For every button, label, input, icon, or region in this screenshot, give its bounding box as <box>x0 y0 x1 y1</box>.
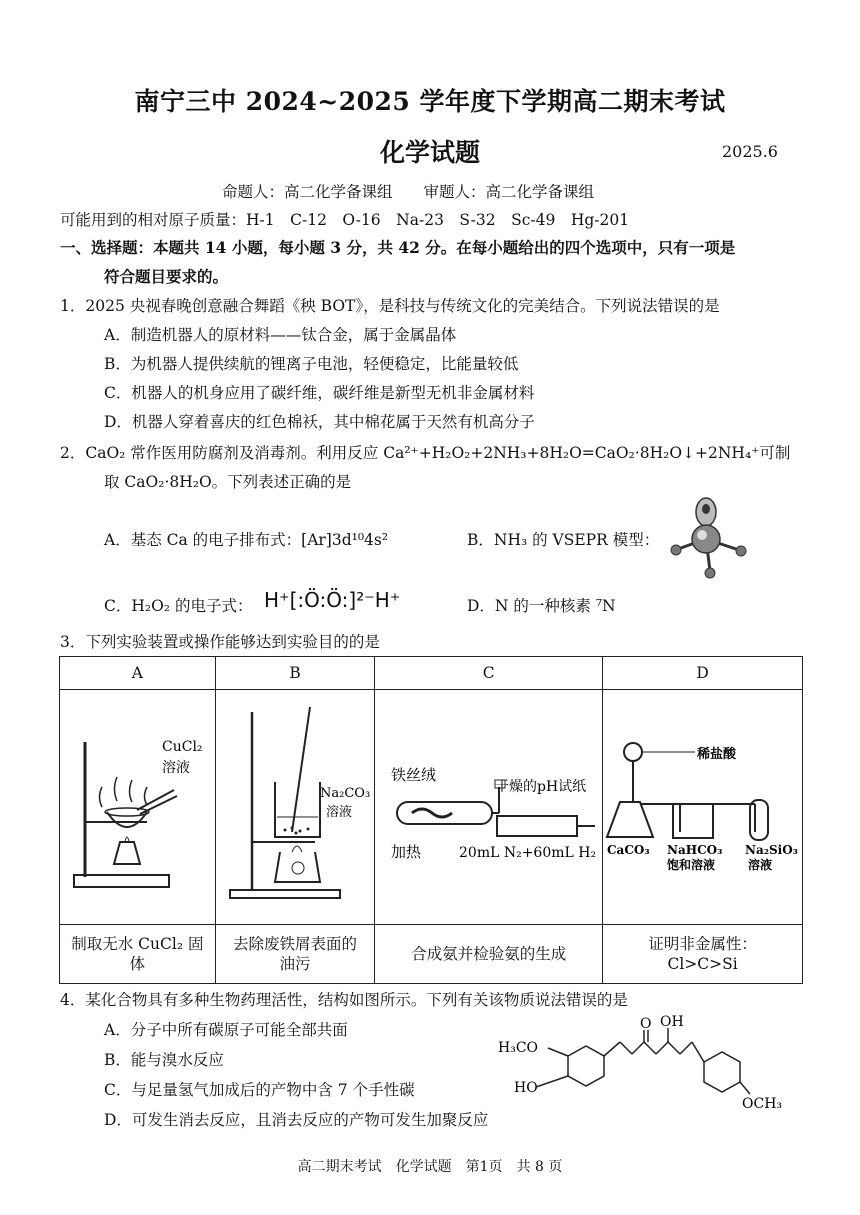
exam-date: 2025.6 <box>722 142 778 161</box>
q4-option-a: A．分子中所有碳原子可能全部共面 <box>104 1021 348 1039</box>
d-na2sio3-label2: 溶液 <box>747 858 772 872</box>
apparatus-d <box>603 690 803 925</box>
h2o2-electron-formula: H⁺[:Ö:Ö:]²⁻H⁺ <box>264 588 401 612</box>
q4-option-c: C．与足量氢气加成后的产物中含 7 个手性碳 <box>104 1081 415 1099</box>
oh-label: OH <box>660 1014 684 1030</box>
q4-option-d: D．可发生消去反应，且消去反应的产物可发生加聚反应 <box>104 1111 489 1129</box>
q1-stem: 1．2025 央视春晚创意融合舞蹈《秧 BOT》，是科技与传统文化的完美结合。下列说法错误的是 <box>60 297 720 315</box>
molecule-structure <box>492 1012 792 1116</box>
section-heading-line2: 符合题目要求的。 <box>104 267 229 286</box>
o-label: O <box>640 1016 652 1032</box>
caption-a: 制取无水 CuCl₂ 固 体 <box>60 925 216 984</box>
q1-option-d: D．机器人穿着喜庆的红色棉袄，其中棉花属于天然有机高分子 <box>104 413 535 431</box>
a-reagent-label1: CuCl₂ <box>162 739 203 755</box>
q3-stem: 3．下列实验装置或操作能够达到实验目的的是 <box>60 633 380 651</box>
atomic-masses-line: 可能用到的相对原子质量：H-1 C-12 O-16 Na-23 S-32 Sc-49 Hg-201 <box>60 211 630 229</box>
exam-title: 南宁三中 2024~2025 学年度下学期高二期末考试 <box>134 87 726 116</box>
q1-option-c: C．机器人的机身应用了碳纤维，碳纤维是新型无机非金属材料 <box>104 384 535 402</box>
authors-line: 命题人：高二化学备课组 审题人：高二化学备课组 <box>222 183 595 201</box>
q1-option-a: A．制造机器人的原材料——钛合金，属于金属晶体 <box>104 326 457 344</box>
c-iron-label: 铁丝绒 <box>390 766 436 784</box>
caption-c: 合成氨并检验氨的生成 <box>375 925 603 984</box>
d-na2sio3-label1: Na₂SiO₃ <box>744 843 798 857</box>
q2-stem-line2: 取 CaO₂·8H₂O。下列表述正确的是 <box>104 473 352 491</box>
q2-option-a: A．基态 Ca 的电子排布式：[Ar]3d¹⁰4s² <box>104 531 389 549</box>
d-caco3-label: CaCO₃ <box>606 843 650 857</box>
header-c: C <box>375 657 603 690</box>
q2-option-b: B．NH₃ 的 VSEPR 模型： <box>467 531 660 549</box>
caption-b: 去除废铁屑表面的 油污 <box>215 925 375 984</box>
q4-option-b: B．能与溴水反应 <box>104 1051 224 1069</box>
page-footer: 高二期末考试 化学试题 第1页 共 8 页 <box>297 1159 563 1175</box>
section-heading-line1: 一、选择题：本题共 14 小题，每小题 3 分，共 42 分。在每小题给出的四个选项中，只有一项是 <box>60 238 736 257</box>
header-b: B <box>215 657 375 690</box>
d-acid-label: 稀盐酸 <box>696 747 736 762</box>
experiment-table <box>59 656 803 984</box>
ho-label: HO <box>514 1080 538 1096</box>
caption-d: 证明非金属性： Cl>C>Si <box>603 925 803 984</box>
q1-option-b: B．为机器人提供续航的锂离子电池，轻便稳定，比能量较低 <box>104 355 519 373</box>
apparatus-a <box>60 690 216 925</box>
vsepr-model-image <box>656 495 766 585</box>
q2-stem-line1: 2．CaO₂ 常作医用防腐剂及消毒剂。利用反应 Ca²⁺+H₂O₂+2NH₃+8H₂O=CaO₂·8H₂O↓+2NH₄⁺可制 <box>60 444 791 462</box>
c-gas-label: 20mL N₂+60mL H₂ <box>458 845 596 861</box>
header-a: A <box>60 657 216 690</box>
a-reagent-label2: 溶液 <box>162 760 191 776</box>
q4-stem: 4．某化合物具有多种生物药理活性，结构如图所示。下列有关该物质说法错误的是 <box>60 991 628 1009</box>
och3-label: OCH₃ <box>742 1096 783 1112</box>
b-reagent-label2: 溶液 <box>326 805 353 820</box>
c-ph-label: 干燥的pH试纸 <box>494 779 586 795</box>
b-reagent-label1: Na₂CO₃ <box>320 786 371 801</box>
exam-subtitle: 化学试题 <box>379 138 480 167</box>
apparatus-c <box>375 690 603 925</box>
d-nahco3-label1: NaHCO₃ <box>666 843 722 857</box>
apparatus-b <box>215 690 375 925</box>
d-nahco3-label2: 饱和溶液 <box>666 858 715 872</box>
header-d: D <box>603 657 803 690</box>
h3co-label: H₃CO <box>498 1040 539 1056</box>
q2-option-c: C．H₂O₂ 的电子式： <box>104 597 253 615</box>
c-heat-label: 加热 <box>390 843 421 861</box>
q2-option-d: D．N 的一种核素 ⁷N <box>467 597 616 615</box>
